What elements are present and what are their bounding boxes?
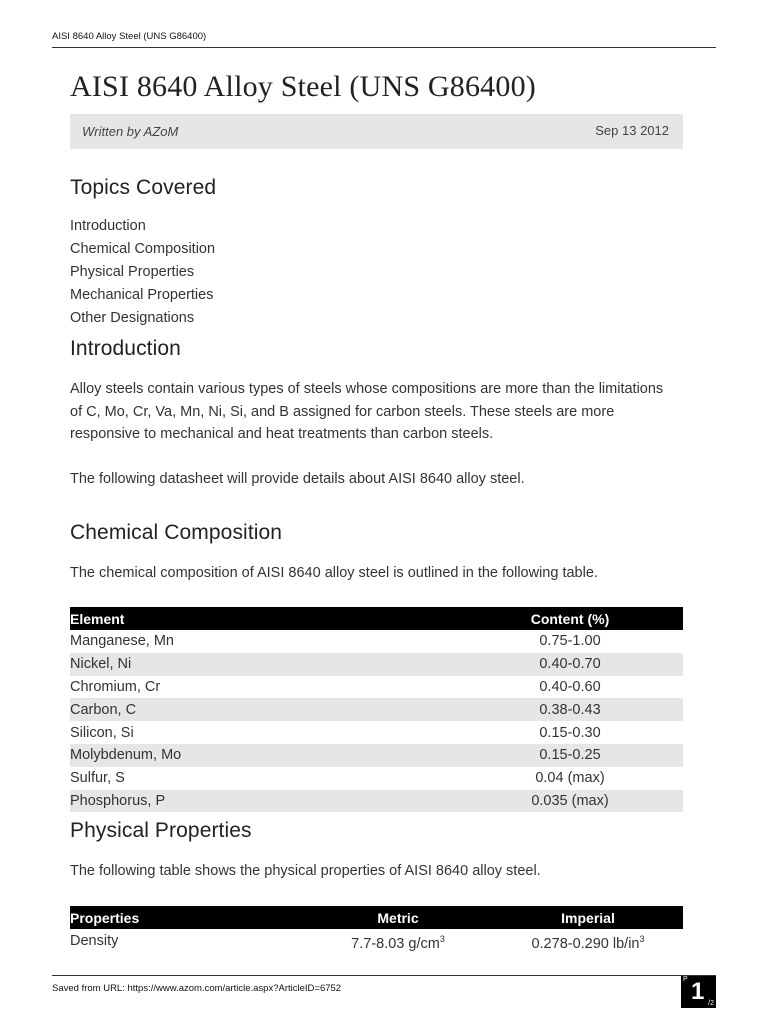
element-cell: Manganese, Mn	[70, 633, 174, 650]
table-row	[70, 653, 683, 676]
metric-cell	[303, 929, 493, 954]
topic-link-chemical-composition[interactable]: Chemical Composition	[70, 241, 216, 257]
byline-bar	[70, 114, 683, 149]
physical-properties-table	[70, 906, 683, 954]
imperial-exponent: 3	[639, 934, 645, 944]
page-total: /2	[708, 1000, 714, 1007]
physical-properties-heading: Physical Properties	[70, 819, 252, 842]
introduction-heading: Introduction	[70, 337, 181, 360]
metric-exponent: 3	[439, 934, 445, 944]
running-header: AISI 8640 Alloy Steel (UNS G86400)	[52, 31, 207, 42]
table-row	[70, 676, 683, 699]
element-cell: Nickel, Ni	[70, 653, 457, 676]
content-cell: 0.15-0.30	[539, 724, 601, 741]
header-divider	[52, 47, 716, 48]
table-row	[70, 630, 683, 653]
table-header-row	[70, 607, 683, 630]
table-row	[70, 721, 683, 744]
topic-link-introduction[interactable]: Introduction	[70, 218, 146, 234]
content-cell: 0.40-0.60	[539, 678, 601, 695]
column-header-metric: Metric	[303, 906, 493, 929]
imperial-value: 0.278-0.290 lb/in	[531, 935, 640, 952]
topic-link-physical-properties[interactable]: Physical Properties	[70, 264, 195, 280]
element-cell: Chromium, Cr	[70, 678, 161, 695]
element-cell: Carbon, C	[70, 698, 457, 721]
element-cell: Phosphorus, P	[70, 790, 457, 813]
chemical-composition-paragraph: The chemical composition of AISI 8640 alloy steel is outlined in the following table.	[70, 565, 598, 581]
chemical-composition-table	[70, 607, 683, 812]
table-row	[70, 744, 683, 767]
table-row	[70, 767, 683, 790]
topics-list	[70, 217, 215, 332]
topics-heading: Topics Covered	[70, 176, 217, 199]
metric-value: 7.7-8.03 g/cm	[351, 935, 440, 952]
imperial-cell	[493, 929, 683, 954]
column-header-imperial: Imperial	[493, 906, 683, 929]
content-cell: 0.75-1.00	[539, 633, 601, 650]
physical-properties-paragraph: The following table shows the physical properties of AISI 8640 alloy steel.	[70, 863, 541, 879]
page-number-badge	[681, 976, 716, 1008]
table-row	[70, 698, 683, 721]
topic-link-other-designations[interactable]: Other Designations	[70, 310, 195, 326]
topic-link-mechanical-properties[interactable]: Mechanical Properties	[70, 287, 214, 303]
element-cell: Molybdenum, Mo	[70, 744, 457, 767]
content-cell: 0.15-0.25	[457, 744, 683, 767]
table-header-row	[70, 906, 683, 929]
element-cell: Silicon, Si	[70, 724, 134, 741]
property-cell: Density	[70, 933, 119, 950]
publish-date: Sep 13 2012	[595, 123, 669, 138]
table-row	[70, 790, 683, 813]
author-label: Written by AZoM	[82, 124, 179, 139]
content-cell: 0.035 (max)	[457, 790, 683, 813]
footer-divider	[52, 975, 716, 976]
source-url-text: Saved from URL: https://www.azom.com/article.aspx?ArticleID=6752	[52, 983, 342, 994]
element-cell: Sulfur, S	[70, 770, 125, 787]
page-number: 1	[691, 978, 705, 1005]
column-header-properties: Properties	[70, 906, 303, 929]
content-cell: 0.38-0.43	[457, 698, 683, 721]
introduction-paragraph: Alloy steels contain various types of steels whose compositions are more than the limitations of C, Mo, Cr, Va, Mn, Ni, Si, and B assigned for carbon steels. These steels are more responsive to mechanical and heat treatments than carbon steels.	[70, 381, 664, 442]
content-cell: 0.40-0.70	[457, 653, 683, 676]
chemical-composition-heading: Chemical Composition	[70, 521, 283, 544]
table-row	[70, 929, 683, 954]
datasheet-note: The following datasheet will provide details about AISI 8640 alloy steel.	[70, 471, 525, 487]
column-header-element: Element	[70, 607, 457, 630]
content-cell: 0.04 (max)	[535, 770, 605, 787]
page-title: AISI 8640 Alloy Steel (UNS G86400)	[70, 70, 536, 103]
page-prefix: P	[683, 976, 688, 983]
column-header-content: Content (%)	[457, 607, 683, 630]
